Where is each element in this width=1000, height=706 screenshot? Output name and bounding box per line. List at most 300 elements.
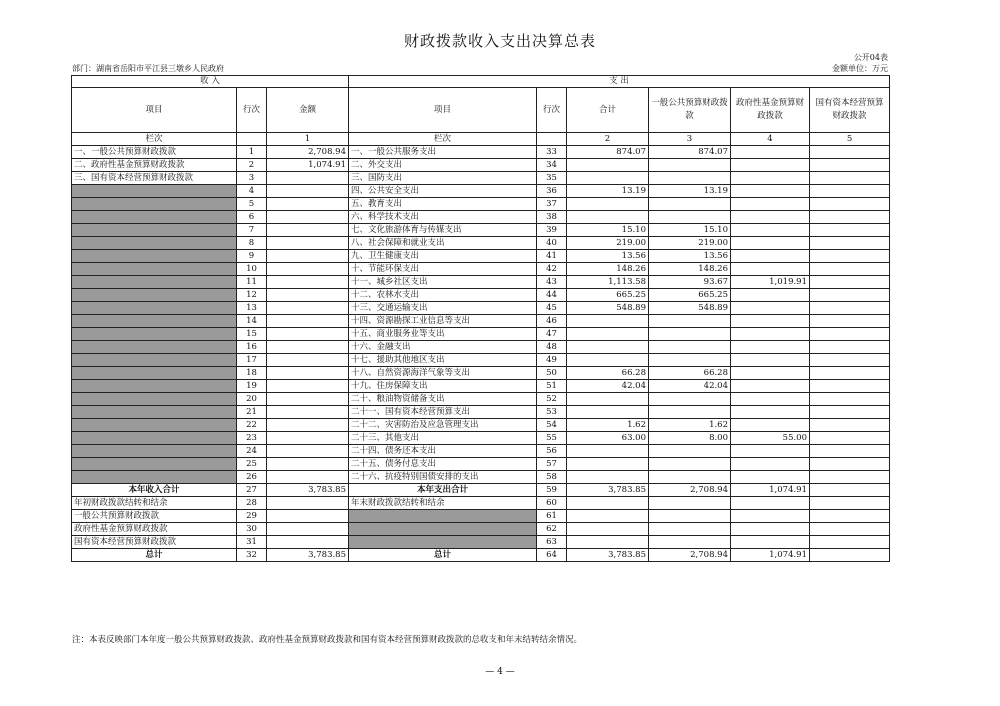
general-budget-amount <box>649 510 731 523</box>
expense-row-no: 47 <box>537 328 567 341</box>
income-amount <box>267 497 349 510</box>
expense-total <box>567 393 649 406</box>
state-capital-amount <box>810 354 890 367</box>
income-row-no: 15 <box>237 328 267 341</box>
expense-total <box>567 536 649 549</box>
state-capital-amount <box>810 263 890 276</box>
expense-row-no: 36 <box>537 185 567 198</box>
income-amount: 2,708.94 <box>267 146 349 159</box>
fund-budget-header: 政府性基金预算财政拨款 <box>731 88 810 133</box>
state-capital-amount <box>810 510 890 523</box>
income-item <box>72 276 237 289</box>
expense-item: 十一、城乡社区支出 <box>349 276 537 289</box>
expense-item: 一、一般公共服务支出 <box>349 146 537 159</box>
general-budget-amount <box>649 406 731 419</box>
general-budget-amount <box>649 211 731 224</box>
income-row-no: 30 <box>237 523 267 536</box>
income-amount <box>267 367 349 380</box>
expense-total <box>567 198 649 211</box>
income-item <box>72 419 237 432</box>
state-capital-amount <box>810 393 890 406</box>
income-row-no: 21 <box>237 406 267 419</box>
expense-item: 十二、农林水支出 <box>349 289 537 302</box>
income-row-no: 19 <box>237 380 267 393</box>
expense-row-no: 49 <box>537 354 567 367</box>
income-item: 一、一般公共预算财政拨款 <box>72 146 237 159</box>
table-row <box>72 198 890 211</box>
general-budget-amount: 2,708.94 <box>649 549 731 562</box>
general-budget-amount: 548.89 <box>649 302 731 315</box>
state-capital-amount <box>810 445 890 458</box>
expense-item <box>349 523 537 536</box>
expense-total <box>567 341 649 354</box>
expense-total <box>567 354 649 367</box>
general-budget-amount: 665.25 <box>649 289 731 302</box>
fund-budget-amount <box>731 224 810 237</box>
fund-budget-amount <box>731 263 810 276</box>
expense-row-no: 51 <box>537 380 567 393</box>
income-row-no: 26 <box>237 471 267 484</box>
state-capital-amount <box>810 419 890 432</box>
income-item: 总计 <box>72 549 237 562</box>
fiscal-summary-table <box>71 75 890 562</box>
income-amount <box>267 393 349 406</box>
expense-total <box>567 497 649 510</box>
income-item <box>72 237 237 250</box>
income-col-1: 1 <box>267 133 349 146</box>
fund-budget-amount <box>731 406 810 419</box>
fund-budget-amount: 1,074.91 <box>731 549 810 562</box>
general-budget-amount: 8.00 <box>649 432 731 445</box>
state-capital-amount <box>810 497 890 510</box>
income-row-no: 28 <box>237 497 267 510</box>
fund-budget-amount <box>731 146 810 159</box>
income-item <box>72 393 237 406</box>
income-row-no: 25 <box>237 458 267 471</box>
income-amount <box>267 419 349 432</box>
expense-item: 二十二、灾害防治及应急管理支出 <box>349 419 537 432</box>
income-row-no: 23 <box>237 432 267 445</box>
income-amount <box>267 302 349 315</box>
income-item: 年初财政拨款结转和结余 <box>72 497 237 510</box>
income-item <box>72 211 237 224</box>
expense-item: 十八、自然资源海洋气象等支出 <box>349 367 537 380</box>
income-amount <box>267 198 349 211</box>
expense-row-no-header: 行次 <box>537 88 567 133</box>
section-header-row <box>72 76 890 88</box>
income-item: 政府性基金预算财政拨款 <box>72 523 237 536</box>
carry-over-row <box>72 536 890 549</box>
state-capital-amount <box>810 484 890 497</box>
general-budget-amount: 219.00 <box>649 237 731 250</box>
expense-item: 二、外交支出 <box>349 159 537 172</box>
expense-row-no: 41 <box>537 250 567 263</box>
report-title: 财政拨款收入支出决算总表 <box>403 32 596 50</box>
expense-item: 五、教育支出 <box>349 198 537 211</box>
expense-item: 十四、资源勘探工业信息等支出 <box>349 315 537 328</box>
expense-row-no: 40 <box>537 237 567 250</box>
expense-row-no: 50 <box>537 367 567 380</box>
expense-item: 十七、援助其他地区支出 <box>349 354 537 367</box>
general-budget-amount: 93.67 <box>649 276 731 289</box>
expense-row-no: 52 <box>537 393 567 406</box>
fund-budget-amount <box>731 237 810 250</box>
general-budget-amount <box>649 393 731 406</box>
amount-unit-label: 金额单位：万元 <box>832 64 888 73</box>
expense-item: 二十五、债务付息支出 <box>349 458 537 471</box>
table-row <box>72 328 890 341</box>
general-budget-amount: 148.26 <box>649 263 731 276</box>
expense-row-no: 59 <box>537 484 567 497</box>
table-row <box>72 354 890 367</box>
general-budget-amount <box>649 471 731 484</box>
year-total-row <box>72 484 890 497</box>
income-amount <box>267 328 349 341</box>
income-row-no: 16 <box>237 341 267 354</box>
income-amount <box>267 250 349 263</box>
income-amount <box>267 315 349 328</box>
table-row <box>72 432 890 445</box>
income-amount <box>267 510 349 523</box>
expense-total <box>567 510 649 523</box>
income-item <box>72 185 237 198</box>
expense-row-no: 46 <box>537 315 567 328</box>
expense-row-no: 42 <box>537 263 567 276</box>
expense-total: 148.26 <box>567 263 649 276</box>
income-row-no: 13 <box>237 302 267 315</box>
fund-budget-amount <box>731 328 810 341</box>
expense-total <box>567 471 649 484</box>
income-amount <box>267 263 349 276</box>
general-budget-amount <box>649 159 731 172</box>
expense-row-no: 38 <box>537 211 567 224</box>
expense-total: 1.62 <box>567 419 649 432</box>
income-row-no: 32 <box>237 549 267 562</box>
expense-row-no: 33 <box>537 146 567 159</box>
form-number: 公开04表 <box>853 53 888 62</box>
income-item <box>72 289 237 302</box>
expense-row-no: 56 <box>537 445 567 458</box>
table-row <box>72 263 890 276</box>
state-capital-amount <box>810 237 890 250</box>
state-capital-amount <box>810 302 890 315</box>
expense-item: 六、科学技术支出 <box>349 211 537 224</box>
expense-row-no: 58 <box>537 471 567 484</box>
income-item <box>72 341 237 354</box>
expense-row-no: 63 <box>537 536 567 549</box>
carry-over-row <box>72 510 890 523</box>
fund-budget-amount: 1,074.91 <box>731 484 810 497</box>
general-budget-amount: 66.28 <box>649 367 731 380</box>
expense-item: 十五、商业服务业等支出 <box>349 328 537 341</box>
fund-budget-amount <box>731 354 810 367</box>
expense-row-no: 48 <box>537 341 567 354</box>
income-amount <box>267 380 349 393</box>
general-budget-amount <box>649 341 731 354</box>
fund-budget-amount <box>731 458 810 471</box>
expense-row-no: 39 <box>537 224 567 237</box>
general-budget-amount: 874.07 <box>649 146 731 159</box>
income-row-no: 4 <box>237 185 267 198</box>
state-capital-amount <box>810 159 890 172</box>
expense-item: 三、国防支出 <box>349 172 537 185</box>
general-budget-amount <box>649 458 731 471</box>
table-row <box>72 406 890 419</box>
table-row <box>72 185 890 198</box>
income-amount <box>267 445 349 458</box>
expense-row-no: 43 <box>537 276 567 289</box>
expense-col-5: 5 <box>810 133 890 146</box>
table-row <box>72 380 890 393</box>
income-amount <box>267 276 349 289</box>
state-capital-amount <box>810 172 890 185</box>
state-capital-amount <box>810 198 890 211</box>
column-header-row <box>72 88 890 133</box>
expense-row-no: 64 <box>537 549 567 562</box>
fund-budget-amount <box>731 341 810 354</box>
fund-budget-amount <box>731 510 810 523</box>
income-amount <box>267 458 349 471</box>
expense-total: 665.25 <box>567 289 649 302</box>
income-row-no: 7 <box>237 224 267 237</box>
state-capital-amount <box>810 289 890 302</box>
income-row-no: 18 <box>237 367 267 380</box>
column-index-row <box>72 133 890 146</box>
state-capital-amount <box>810 250 890 263</box>
expense-row-no: 60 <box>537 497 567 510</box>
income-row-no: 3 <box>237 172 267 185</box>
table-row <box>72 315 890 328</box>
income-row-no-header: 行次 <box>237 88 267 133</box>
expense-row-no: 54 <box>537 419 567 432</box>
expense-item: 二十六、抗疫特别国债安排的支出 <box>349 471 537 484</box>
expense-col-blank <box>537 133 567 146</box>
expense-total <box>567 315 649 328</box>
expense-total: 3,783.85 <box>567 549 649 562</box>
expense-row-no: 53 <box>537 406 567 419</box>
expense-total: 548.89 <box>567 302 649 315</box>
state-capital-amount <box>810 406 890 419</box>
fund-budget-amount <box>731 419 810 432</box>
fund-budget-amount <box>731 497 810 510</box>
footnote: 注：本表反映部门本年度一般公共预算财政拨款、政府性基金预算财政拨款和国有资本经营预算财政拨款的总收支和年末结转结余情况。 <box>72 635 583 645</box>
expense-total-header: 合计 <box>567 88 649 133</box>
fund-budget-amount <box>731 289 810 302</box>
income-row-no: 20 <box>237 393 267 406</box>
expense-item: 九、卫生健康支出 <box>349 250 537 263</box>
income-item <box>72 458 237 471</box>
fund-budget-amount <box>731 172 810 185</box>
income-row-no: 22 <box>237 419 267 432</box>
expense-row-no: 44 <box>537 289 567 302</box>
income-item <box>72 354 237 367</box>
expense-row-no: 55 <box>537 432 567 445</box>
income-row-no: 17 <box>237 354 267 367</box>
table-row <box>72 172 890 185</box>
state-capital-amount <box>810 367 890 380</box>
table-row <box>72 146 890 159</box>
state-capital-amount <box>810 328 890 341</box>
fund-budget-amount <box>731 471 810 484</box>
income-amount: 3,783.85 <box>267 549 349 562</box>
expense-item: 二十三、其他支出 <box>349 432 537 445</box>
general-budget-amount: 15.10 <box>649 224 731 237</box>
general-budget-amount: 42.04 <box>649 380 731 393</box>
expense-item: 八、社会保障和就业支出 <box>349 237 537 250</box>
income-item <box>72 250 237 263</box>
income-item: 本年收入合计 <box>72 484 237 497</box>
table-row <box>72 458 890 471</box>
income-item: 三、国有资本经营预算财政拨款 <box>72 172 237 185</box>
expense-section-label: 支 出 <box>349 76 890 88</box>
expense-col-2: 2 <box>567 133 649 146</box>
general-budget-amount <box>649 198 731 211</box>
income-item <box>72 471 237 484</box>
income-row-no: 24 <box>237 445 267 458</box>
income-row-no: 5 <box>237 198 267 211</box>
general-budget-amount: 2,708.94 <box>649 484 731 497</box>
fund-budget-amount <box>731 393 810 406</box>
expense-total <box>567 328 649 341</box>
expense-item: 四、公共安全支出 <box>349 185 537 198</box>
expense-item: 十六、金融支出 <box>349 341 537 354</box>
state-capital-amount <box>810 146 890 159</box>
expense-total <box>567 172 649 185</box>
income-item: 一般公共预算财政拨款 <box>72 510 237 523</box>
state-capital-amount <box>810 185 890 198</box>
carry-over-row <box>72 497 890 510</box>
income-item <box>72 328 237 341</box>
income-item <box>72 380 237 393</box>
fund-budget-amount <box>731 159 810 172</box>
expense-total: 874.07 <box>567 146 649 159</box>
income-amount <box>267 237 349 250</box>
income-item <box>72 198 237 211</box>
expense-total: 63.00 <box>567 432 649 445</box>
fund-budget-amount <box>731 380 810 393</box>
table-row <box>72 159 890 172</box>
expense-row-no: 45 <box>537 302 567 315</box>
general-budget-amount <box>649 328 731 341</box>
fund-budget-amount <box>731 315 810 328</box>
grand-total-row <box>72 549 890 562</box>
state-capital-amount <box>810 211 890 224</box>
expense-item: 总计 <box>349 549 537 562</box>
expense-item: 年末财政拨款结转和结余 <box>349 497 537 510</box>
table-row <box>72 419 890 432</box>
expense-item: 十三、交通运输支出 <box>349 302 537 315</box>
income-amount <box>267 211 349 224</box>
general-budget-amount: 13.56 <box>649 250 731 263</box>
income-amount: 1,074.91 <box>267 159 349 172</box>
expense-total <box>567 458 649 471</box>
table-row <box>72 471 890 484</box>
state-capital-amount <box>810 315 890 328</box>
income-item-header: 项目 <box>72 88 237 133</box>
income-row-no: 27 <box>237 484 267 497</box>
state-capital-amount <box>810 380 890 393</box>
state-capital-amount <box>810 341 890 354</box>
income-item: 二、政府性基金预算财政拨款 <box>72 159 237 172</box>
table-row <box>72 393 890 406</box>
fund-budget-amount: 55.00 <box>731 432 810 445</box>
general-budget-amount: 1.62 <box>649 419 731 432</box>
expense-col-label: 栏次 <box>349 133 537 146</box>
expense-row-no: 37 <box>537 198 567 211</box>
expense-total: 13.19 <box>567 185 649 198</box>
fund-budget-amount <box>731 198 810 211</box>
expense-item-header: 项目 <box>349 88 537 133</box>
fund-budget-amount <box>731 523 810 536</box>
state-capital-amount <box>810 276 890 289</box>
department-label: 部门：湖南省岳阳市平江县三墩乡人民政府 <box>72 64 224 73</box>
income-amount <box>267 354 349 367</box>
table-row <box>72 250 890 263</box>
table-row <box>72 367 890 380</box>
state-capital-amount <box>810 536 890 549</box>
expense-row-no: 62 <box>537 523 567 536</box>
fund-budget-amount <box>731 445 810 458</box>
income-row-no: 10 <box>237 263 267 276</box>
income-row-no: 14 <box>237 315 267 328</box>
expense-item <box>349 510 537 523</box>
income-amount <box>267 289 349 302</box>
fund-budget-amount <box>731 185 810 198</box>
income-item <box>72 367 237 380</box>
income-amount-header: 金额 <box>267 88 349 133</box>
expense-total: 219.00 <box>567 237 649 250</box>
state-capital-amount <box>810 549 890 562</box>
expense-total <box>567 211 649 224</box>
income-amount <box>267 172 349 185</box>
state-capital-amount <box>810 458 890 471</box>
expense-total <box>567 406 649 419</box>
income-row-no: 29 <box>237 510 267 523</box>
income-amount <box>267 536 349 549</box>
income-row-no: 6 <box>237 211 267 224</box>
state-capital-amount <box>810 523 890 536</box>
general-budget-amount <box>649 354 731 367</box>
income-amount <box>267 185 349 198</box>
table-row <box>72 445 890 458</box>
expense-row-no: 35 <box>537 172 567 185</box>
income-amount <box>267 432 349 445</box>
expense-item: 十、节能环保支出 <box>349 263 537 276</box>
expense-total: 13.56 <box>567 250 649 263</box>
income-item <box>72 263 237 276</box>
fund-budget-amount <box>731 250 810 263</box>
expense-total: 1,113.58 <box>567 276 649 289</box>
expense-row-no: 34 <box>537 159 567 172</box>
general-budget-header: 一般公共预算财政拨款 <box>649 88 731 133</box>
income-row-no: 1 <box>237 146 267 159</box>
income-col-label: 栏次 <box>72 133 237 146</box>
table-row <box>72 224 890 237</box>
income-item: 国有资本经营预算财政拨款 <box>72 536 237 549</box>
income-amount <box>267 341 349 354</box>
state-capital-amount <box>810 471 890 484</box>
income-col-blank <box>237 133 267 146</box>
expense-item: 二十、粮油物资储备支出 <box>349 393 537 406</box>
general-budget-amount: 13.19 <box>649 185 731 198</box>
expense-row-no: 57 <box>537 458 567 471</box>
general-budget-amount <box>649 523 731 536</box>
general-budget-amount <box>649 315 731 328</box>
expense-total: 66.28 <box>567 367 649 380</box>
page-number: — 4 — <box>485 667 515 677</box>
expense-item: 十九、住房保障支出 <box>349 380 537 393</box>
fund-budget-amount <box>731 302 810 315</box>
